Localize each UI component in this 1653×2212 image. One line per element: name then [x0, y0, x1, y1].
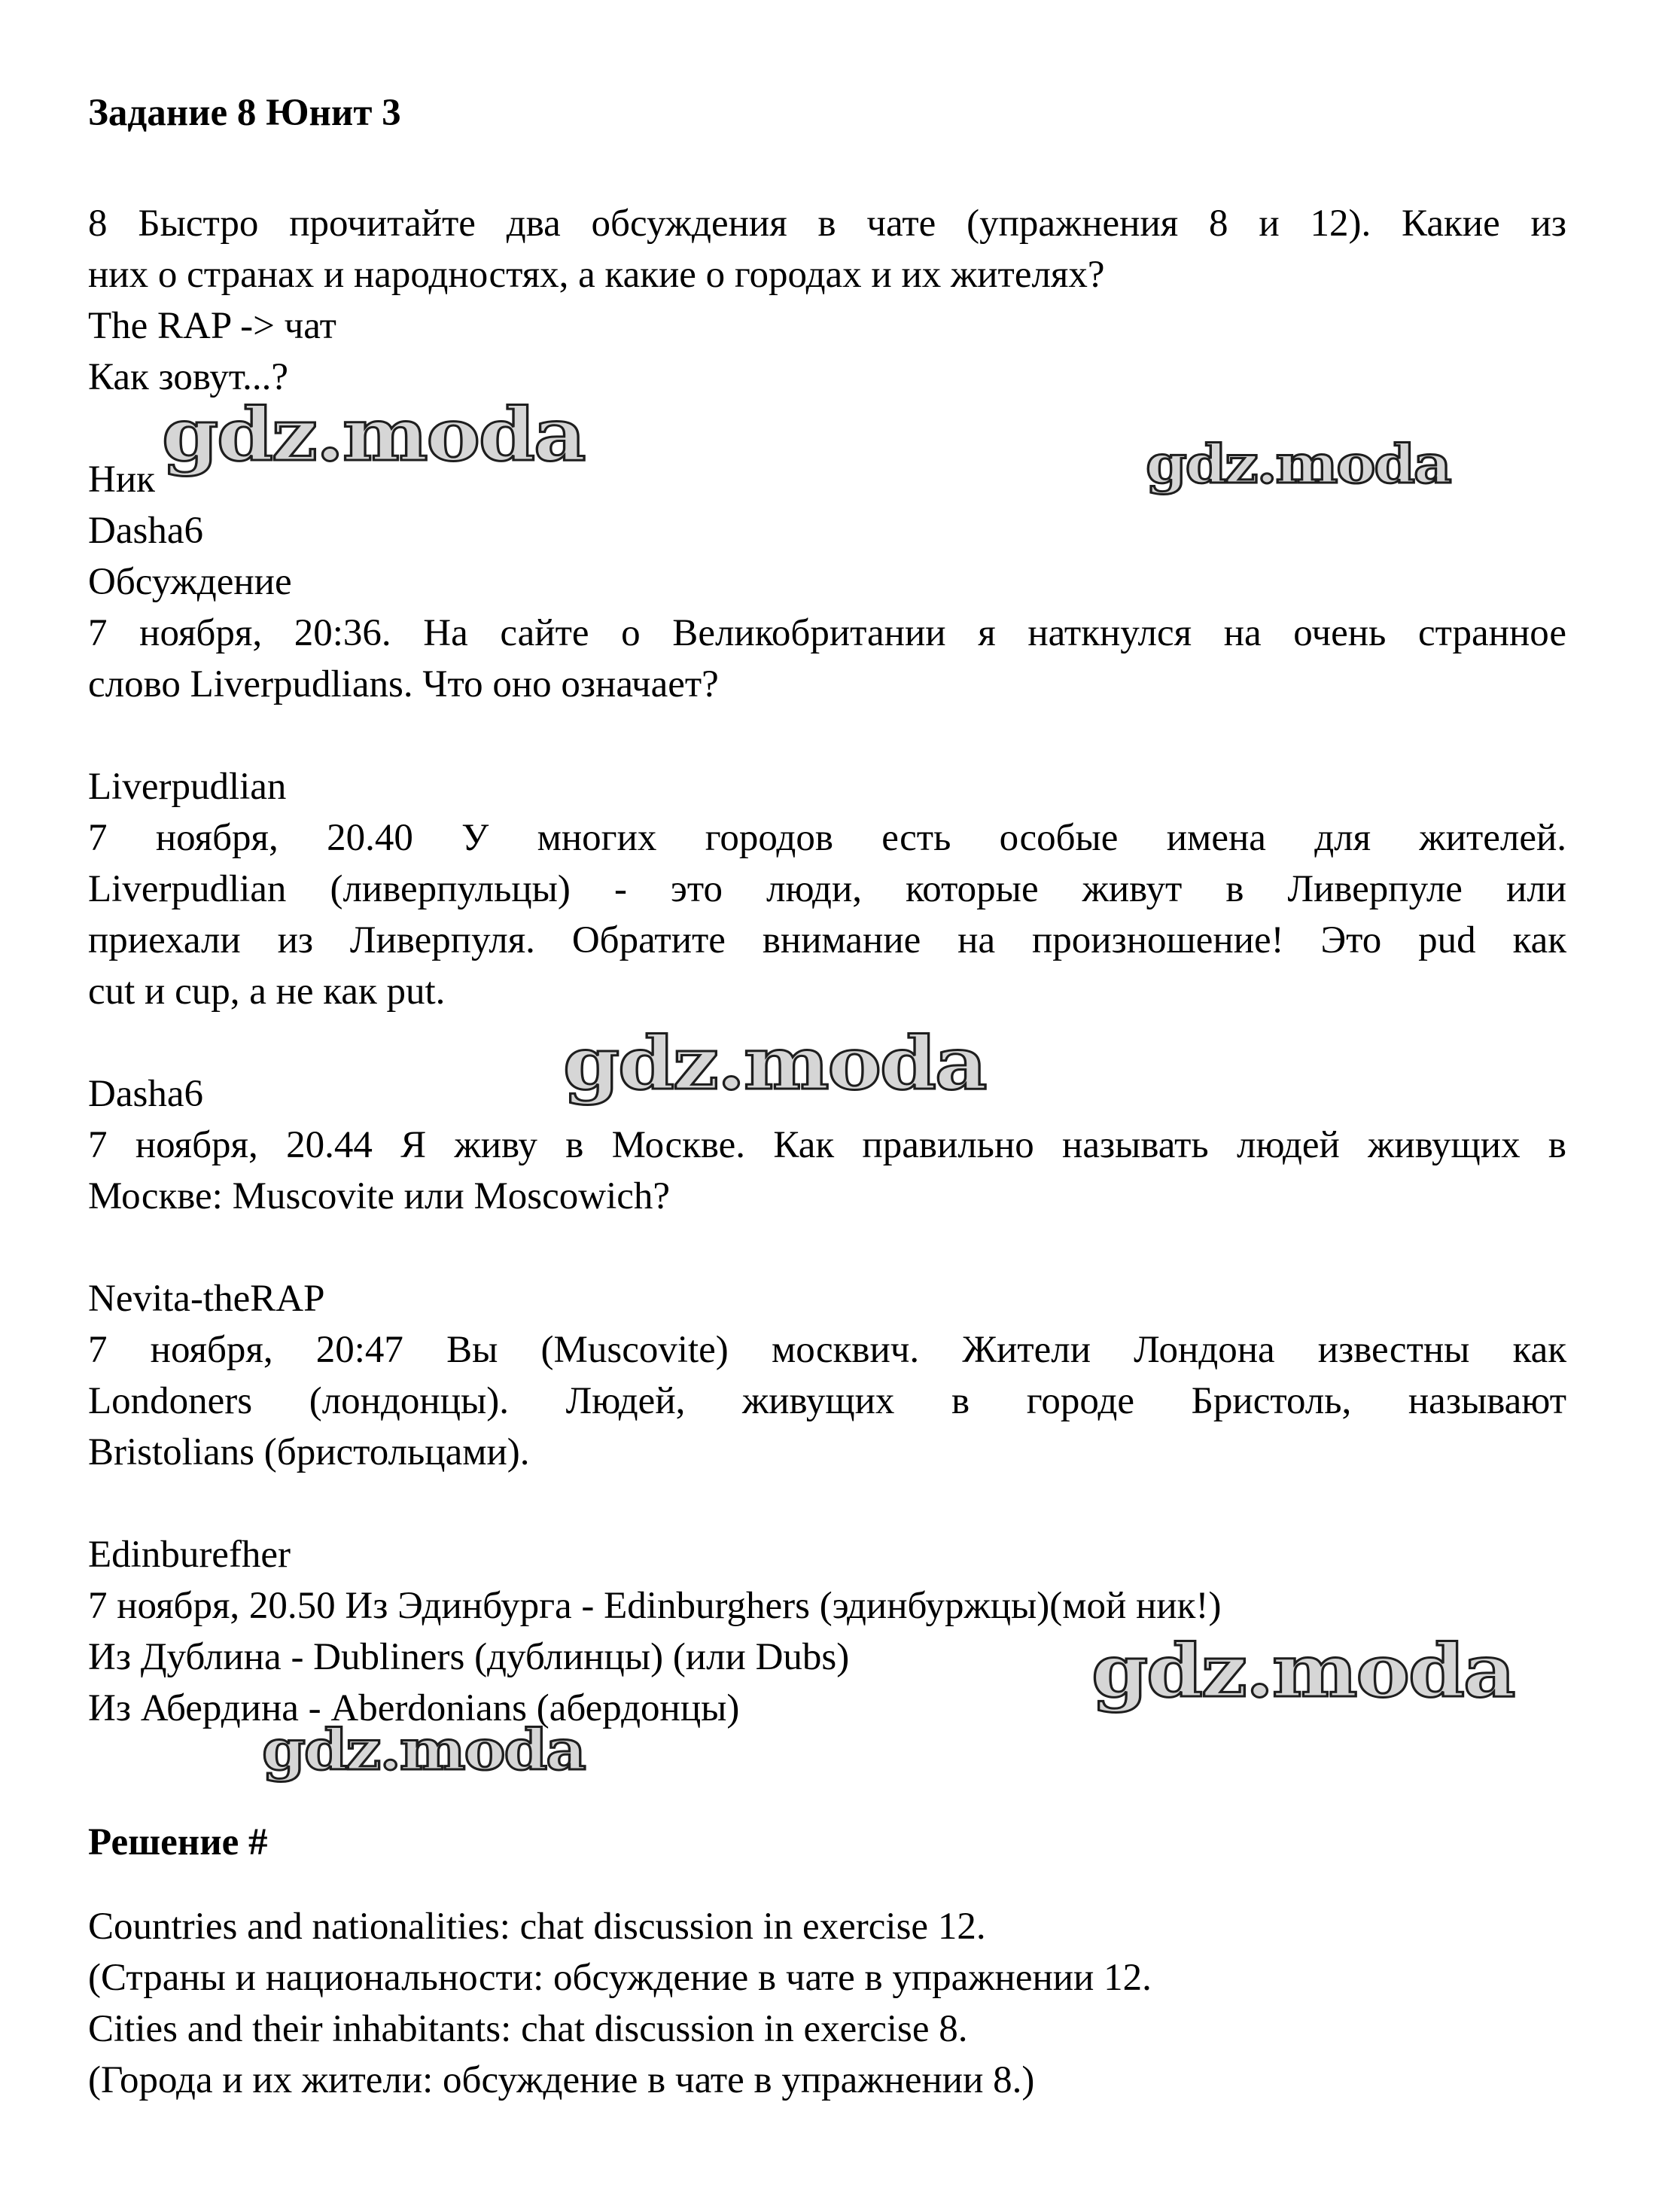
watermark: gdz.moda — [1146, 433, 1451, 495]
message-line: 7 ноября, 20:36. На сайте о Великобритании я наткнулся на очень странное — [88, 612, 1566, 654]
message-line: слово Liverpudlians. Что оно означает? — [88, 663, 719, 705]
message-line: приехали из Ливерпуля. Обратите внимание на произношение! Это pud как — [88, 919, 1566, 961]
discussion-label: Обсуждение — [88, 561, 292, 603]
task-line: The RAP -> чат — [88, 305, 336, 347]
watermark: gdz.moda — [563, 1021, 986, 1106]
message-author: Dasha6 — [88, 1073, 203, 1115]
solution-heading: Решение # — [88, 1821, 268, 1863]
message-line: 7 ноября, 20:47 Вы (Muscovite) москвич. Жители Лондона известны как — [88, 1329, 1566, 1371]
message-line: 7 ноября, 20.40 У многих городов есть особые имена для жителей. — [88, 817, 1566, 859]
message-author: Nevita-theRAP — [88, 1278, 325, 1320]
watermark: gdz.moda — [1091, 1629, 1514, 1714]
nick-label: Ник — [88, 459, 155, 501]
message-line: 7 ноября, 20.44 Я живу в Москве. Как правильно называть людей живущих в — [88, 1124, 1566, 1166]
message-line: Londoners (лондонцы). Людей, живущих в городе Бристоль, называют — [88, 1380, 1566, 1422]
solution-line: Countries and nationalities: chat discussion in exercise 12. — [88, 1906, 986, 1948]
message-author: Liverpudlian — [88, 766, 287, 808]
task-line: них о странах и народностях, а какие о городах и их жителях? — [88, 254, 1105, 296]
message-line: cut и cup, а не как put. — [88, 970, 446, 1013]
nick-value: Dasha6 — [88, 510, 203, 552]
message-line: Из Абердина - Aberdonians (абердонцы) — [88, 1687, 740, 1729]
solution-line: (Страны и национальности: обсуждение в чате в упражнении 12. — [88, 1957, 1152, 1999]
page-title: Задание 8 Юнит 3 — [88, 92, 401, 134]
task-line: Как зовут...? — [88, 356, 289, 398]
solution-line: Cities and their inhabitants: chat discussion in exercise 8. — [88, 2008, 968, 2050]
watermark: gdz.moda — [162, 392, 585, 477]
message-line: Из Дублина - Dubliners (дублинцы) (или Dubs) — [88, 1636, 850, 1678]
solution-line: (Города и их жители: обсуждение в чате в упражнении 8.) — [88, 2059, 1035, 2101]
task-line: 8 Быстро прочитайте два обсуждения в чате (упражнения 8 и 12). Какие из — [88, 203, 1566, 245]
message-line: Bristolians (бристольцами). — [88, 1431, 530, 1473]
watermark: gdz.moda — [262, 1718, 585, 1783]
message-line: Москве: Muscovite или Moscowich? — [88, 1175, 671, 1217]
message-author: Edinburefher — [88, 1534, 291, 1576]
message-line: Liverpudlian (ливерпульцы) - это люди, которые живут в Ливерпуле или — [88, 868, 1566, 910]
message-line: 7 ноября, 20.50 Из Эдинбурга - Edinburghers (эдинбуржцы)(мой ник!) — [88, 1585, 1222, 1627]
